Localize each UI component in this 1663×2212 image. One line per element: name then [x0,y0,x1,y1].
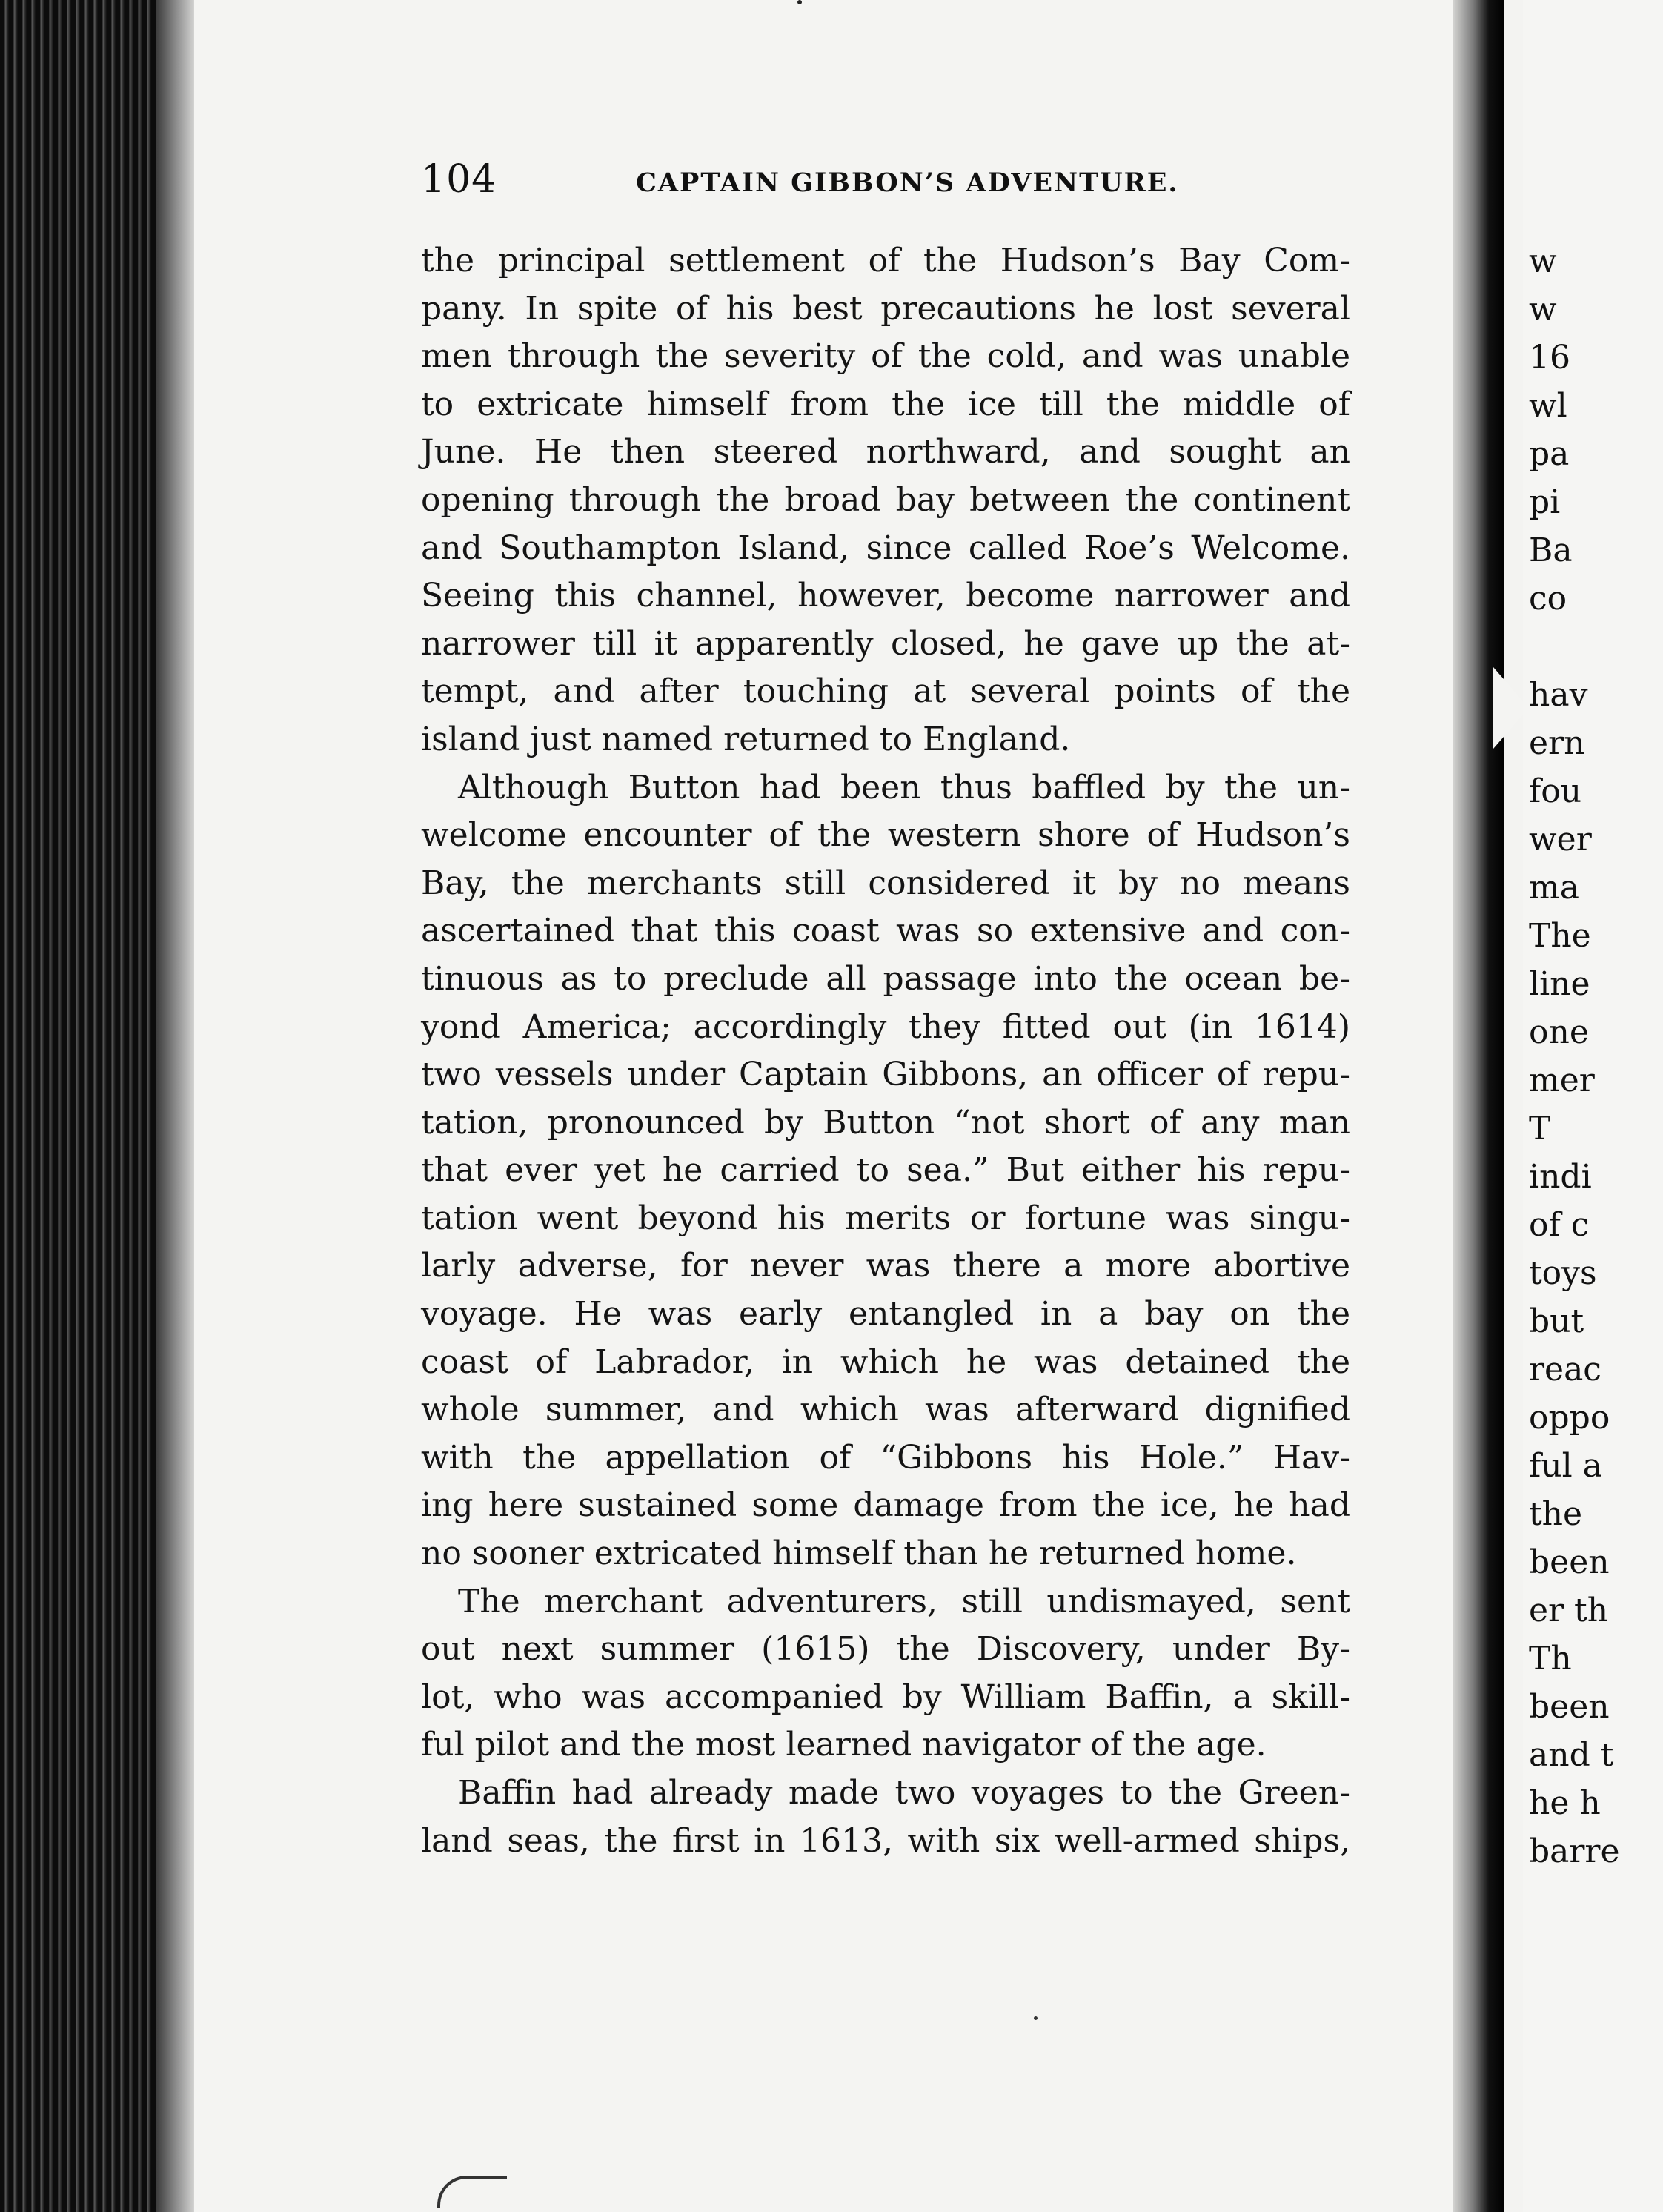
text-line: island just named returned to England. [421,720,1071,758]
scan-speck [797,0,802,4]
scan-speck [1034,2016,1038,2020]
page-gutter [1453,0,1504,2212]
facing-page-line: ma [1529,869,1579,907]
facing-page-line: but [1529,1302,1584,1340]
text-line: lot, who was accompanied by William Baffin, a skill- [421,1678,1350,1716]
facing-page-line: pi [1529,483,1561,521]
text-line: Although Button had been thus baffled by the un- [458,768,1350,807]
facing-page-line: been [1529,1543,1610,1581]
facing-page-line: oppo [1529,1399,1610,1437]
facing-page-line: Th [1529,1640,1572,1678]
text-line: and Southampton Island, since called Roe’s Welcome. [421,529,1350,567]
paragraph [421,237,1350,764]
facing-page-line: T [1529,1110,1551,1148]
facing-page-line: w [1529,242,1557,280]
facing-page-line: The [1529,917,1591,955]
text-line: tinuous as to preclude all passage into the ocean be- [421,959,1350,998]
body-text [421,237,1350,1865]
facing-page-line: ern [1529,724,1585,762]
facing-page-line: Ba [1529,532,1573,569]
facing-page-line: wer [1529,821,1592,858]
text-line: with the appellation of “Gibbons his Hole.” Hav- [421,1438,1350,1477]
text-line: ful pilot and the most learned navigator of the age. [421,1726,1267,1764]
text-line: no sooner extricated himself than he returned home. [421,1534,1297,1573]
facing-page-line: w [1529,291,1557,328]
facing-page-line: indi [1529,1158,1592,1196]
text-line: larly adverse, for never was there a more abortive [421,1247,1350,1285]
paragraph [421,1578,1350,1769]
text-line: tempt, and after touching at several points of the [421,672,1350,711]
facing-page-line: one [1529,1013,1589,1051]
text-line: Baffin had already made two voyages to the Green- [458,1774,1350,1812]
facing-page-line: and t [1529,1736,1614,1774]
facing-page-line: mer [1529,1062,1595,1099]
text-line: narrower till it apparently closed, he gave up the at- [421,624,1350,663]
facing-page-line: wl [1529,387,1567,425]
text-line: welcome encounter of the western shore of Hudson’s [421,816,1350,855]
facing-page-line: hav [1529,676,1588,714]
paragraph [421,1769,1350,1865]
text-line: ascertained that this coast was so extensive and con- [421,912,1350,950]
facing-page-line: ful a [1529,1447,1602,1485]
text-line: Seeing this channel, however, become narrower and [421,577,1350,615]
text-line: coast of Labrador, in which he was detained the [421,1342,1350,1381]
facing-page-line [1529,623,1620,671]
text-line: yond America; accordingly they fitted out (in 1614) [421,1007,1350,1046]
text-line: pany. In spite of his best precautions he lost several [421,289,1350,328]
text-line: voyage. He was early entangled in a bay on the [421,1295,1350,1334]
facing-page-fragment [1523,0,1663,2212]
facing-page-line: pa [1529,435,1570,473]
text-line: the principal settlement of the Hudson’s Bay Com- [421,242,1350,279]
facing-page-line: the [1529,1495,1583,1533]
text-line: to extricate himself from the ice till the middle of [421,385,1350,423]
text-line: Bay, the merchants still considered it by no means [421,864,1350,902]
facing-page-line: reac [1529,1351,1601,1388]
running-title: CAPTAIN GIBBON’S ADVENTURE. [636,168,1179,198]
running-head [421,157,1384,216]
facing-page-line: line [1529,965,1590,1003]
binding-shadow [156,0,200,2212]
facing-page-line: er th [1529,1592,1609,1629]
text-line: that ever yet he carried to sea.” But either his repu- [421,1151,1350,1190]
facing-page-line: been [1529,1688,1610,1726]
text-line: land seas, the first in 1613, with six well-armed ships, [421,1821,1350,1860]
text-line: two vessels under Captain Gibbons, an officer of repu- [421,1056,1350,1094]
facing-page-line: he h [1529,1784,1601,1822]
text-line: tation went beyond his merits or fortune was singu- [421,1199,1350,1237]
text-line: tation, pronounced by Button “not short of any man [421,1103,1350,1142]
page-number: 104 [421,157,497,202]
facing-page-line: fou [1529,772,1582,810]
facing-page-line: co [1529,580,1567,617]
paragraph [421,764,1350,1578]
text-line: ing here sustained some damage from the ice, he had [421,1486,1350,1525]
facing-page-line: toys [1529,1254,1597,1292]
facing-page-line: of c [1529,1206,1590,1244]
facing-page-line: barre [1529,1832,1620,1870]
text-line: whole summer, and which was afterward dignified [421,1391,1350,1429]
text-line: out next summer (1615) the Discovery, under By- [421,1630,1350,1669]
text-line: The merchant adventurers, still undismayed, sent [458,1582,1350,1620]
facing-page-lines [1529,237,1620,1875]
text-line: June. He then steered northward, and sought an [421,433,1350,471]
facing-page-line: 16 [1529,339,1570,377]
text-line: men through the severity of the cold, and was unable [421,337,1350,376]
text-line: opening through the broad bay between the continent [421,480,1350,519]
